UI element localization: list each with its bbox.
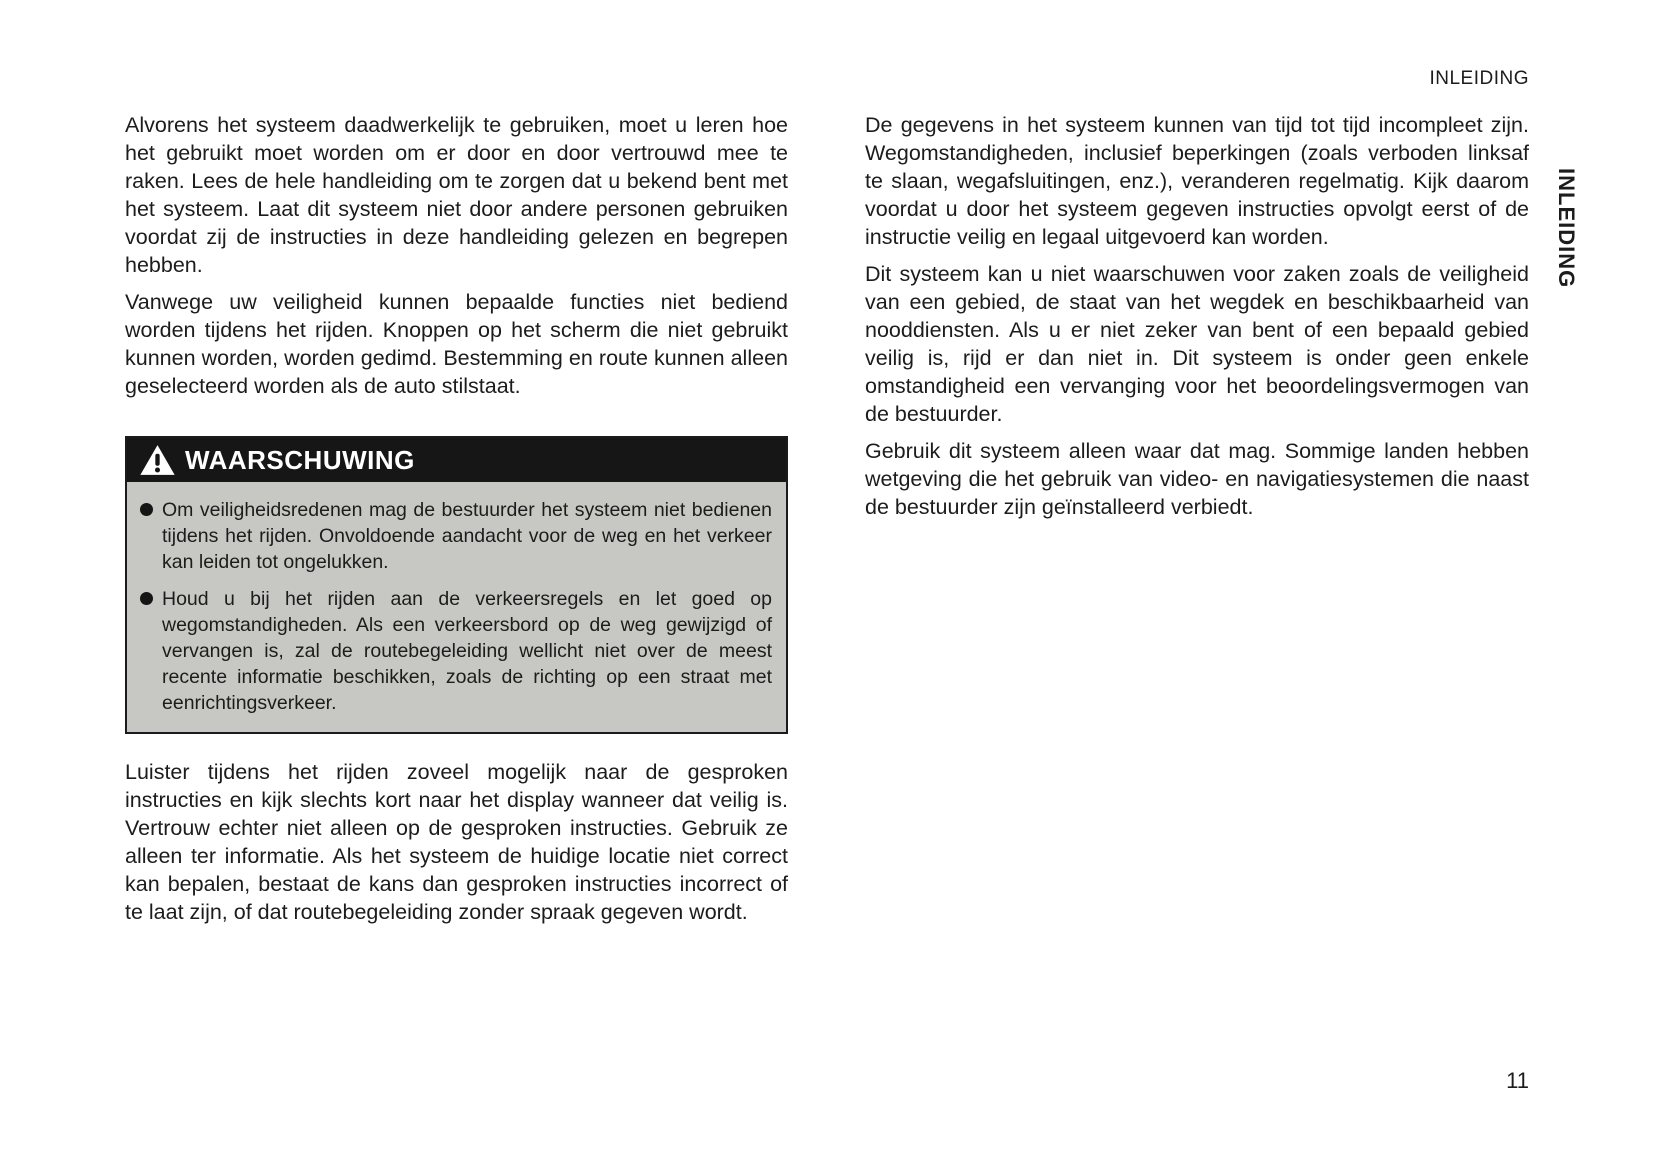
- warning-bullet-list: [127, 482, 786, 732]
- right-column: [865, 111, 1529, 530]
- bullet-dot-icon: [140, 586, 162, 716]
- paragraph-data-incomplete: De gegevens in het systeem kunnen van tijd tot tijd incompleet zijn. Wegomstandigheden, inclusief beperkingen (zoals verboden linksaf te slaan, wegafsluitingen, enz.), veranderen regelmatig. Kijk daarom voordat u door het systeem gegeven instructies opvolgt eerst of de instructie veilig en legaal uitgevoerd kan worden.: [865, 113, 1529, 249]
- warning-bullet-item: [140, 586, 772, 716]
- section-side-tab: INLEIDING: [1554, 168, 1579, 289]
- paragraph-no-warning-capability: Dit systeem kan u niet waarschuwen voor zaken zoals de veiligheid van een gebied, de staat van het wegdek en beschikbaarheid van nooddiensten. Als u er niet zeker van bent of een bepaald gebied veilig is, rijd er dan niet in. Dit systeem is onder geen enkele omstandigheid een vervanging voor het beoordelingsvermogen van de bestuurder.: [865, 262, 1529, 426]
- warning-bullet-item: [140, 497, 772, 575]
- page-number: 11: [1506, 1068, 1529, 1093]
- warning-title: WAARSCHUWING: [185, 445, 415, 475]
- warning-bullet-text: Om veiligheidsredenen mag de bestuurder het systeem niet bedienen tijdens het rijden. Onvoldoende aandacht voor de weg en het verkeer kan leiden tot ongelukken.: [162, 499, 772, 573]
- paragraph-spoken-instructions: Luister tijdens het rijden zoveel mogelijk naar de gesproken instructies en kijk slechts kort naar het display wanneer dat veilig is. Vertrouw echter niet alleen op de gesproken instructies. Gebruik ze alleen ter informatie. Als het systeem de huidige locatie niet correct kan bepalen, bestaat de kans dan gesproken instructies incorrect of te laat zijn, of dat routebegeleiding zonder spraak gegeven wordt.: [125, 760, 788, 924]
- paragraph-legal-usage: Gebruik dit systeem alleen waar dat mag. Sommige landen hebben wetgeving die het gebruik van video- en navigatiesystemen die naast de bestuurder zijn geïnstalleerd verbiedt.: [865, 439, 1529, 519]
- warning-box: [125, 436, 788, 734]
- warning-triangle-icon: [139, 444, 176, 476]
- warning-header: [127, 438, 786, 482]
- page-header-section-label: INLEIDING: [1429, 68, 1529, 89]
- paragraph-intro-usage: Alvorens het systeem daadwerkelijk te gebruiken, moet u leren hoe het gebruikt moet worden om er door en door vertrouwd mee te raken. Lees de hele handleiding om te zorgen dat u bekend bent met het systeem. Laat dit systeem niet door andere personen gebruiken voordat zij de instructies in deze handleiding gelezen en begrepen hebben.: [125, 113, 788, 277]
- paragraph-safety-functions: Vanwege uw veiligheid kunnen bepaalde functies niet bediend worden tijdens het rijden. Knoppen op het scherm die niet gebruikt kunnen worden, worden gedimd. Bestemming en route kunnen alleen geselecteerd worden als de auto stilstaat.: [125, 290, 788, 398]
- left-column: [125, 111, 788, 935]
- warning-bullet-text: Houd u bij het rijden aan de verkeersregels en let goed op wegomstandigheden. Als een verkeersbord op de weg gewijzigd of vervangen is, zal de routebegeleiding wellicht niet over de meest recente informatie beschikken, zoals de richting op een straat met eenrichtingsverkeer.: [162, 588, 772, 714]
- bullet-dot-icon: [140, 497, 162, 575]
